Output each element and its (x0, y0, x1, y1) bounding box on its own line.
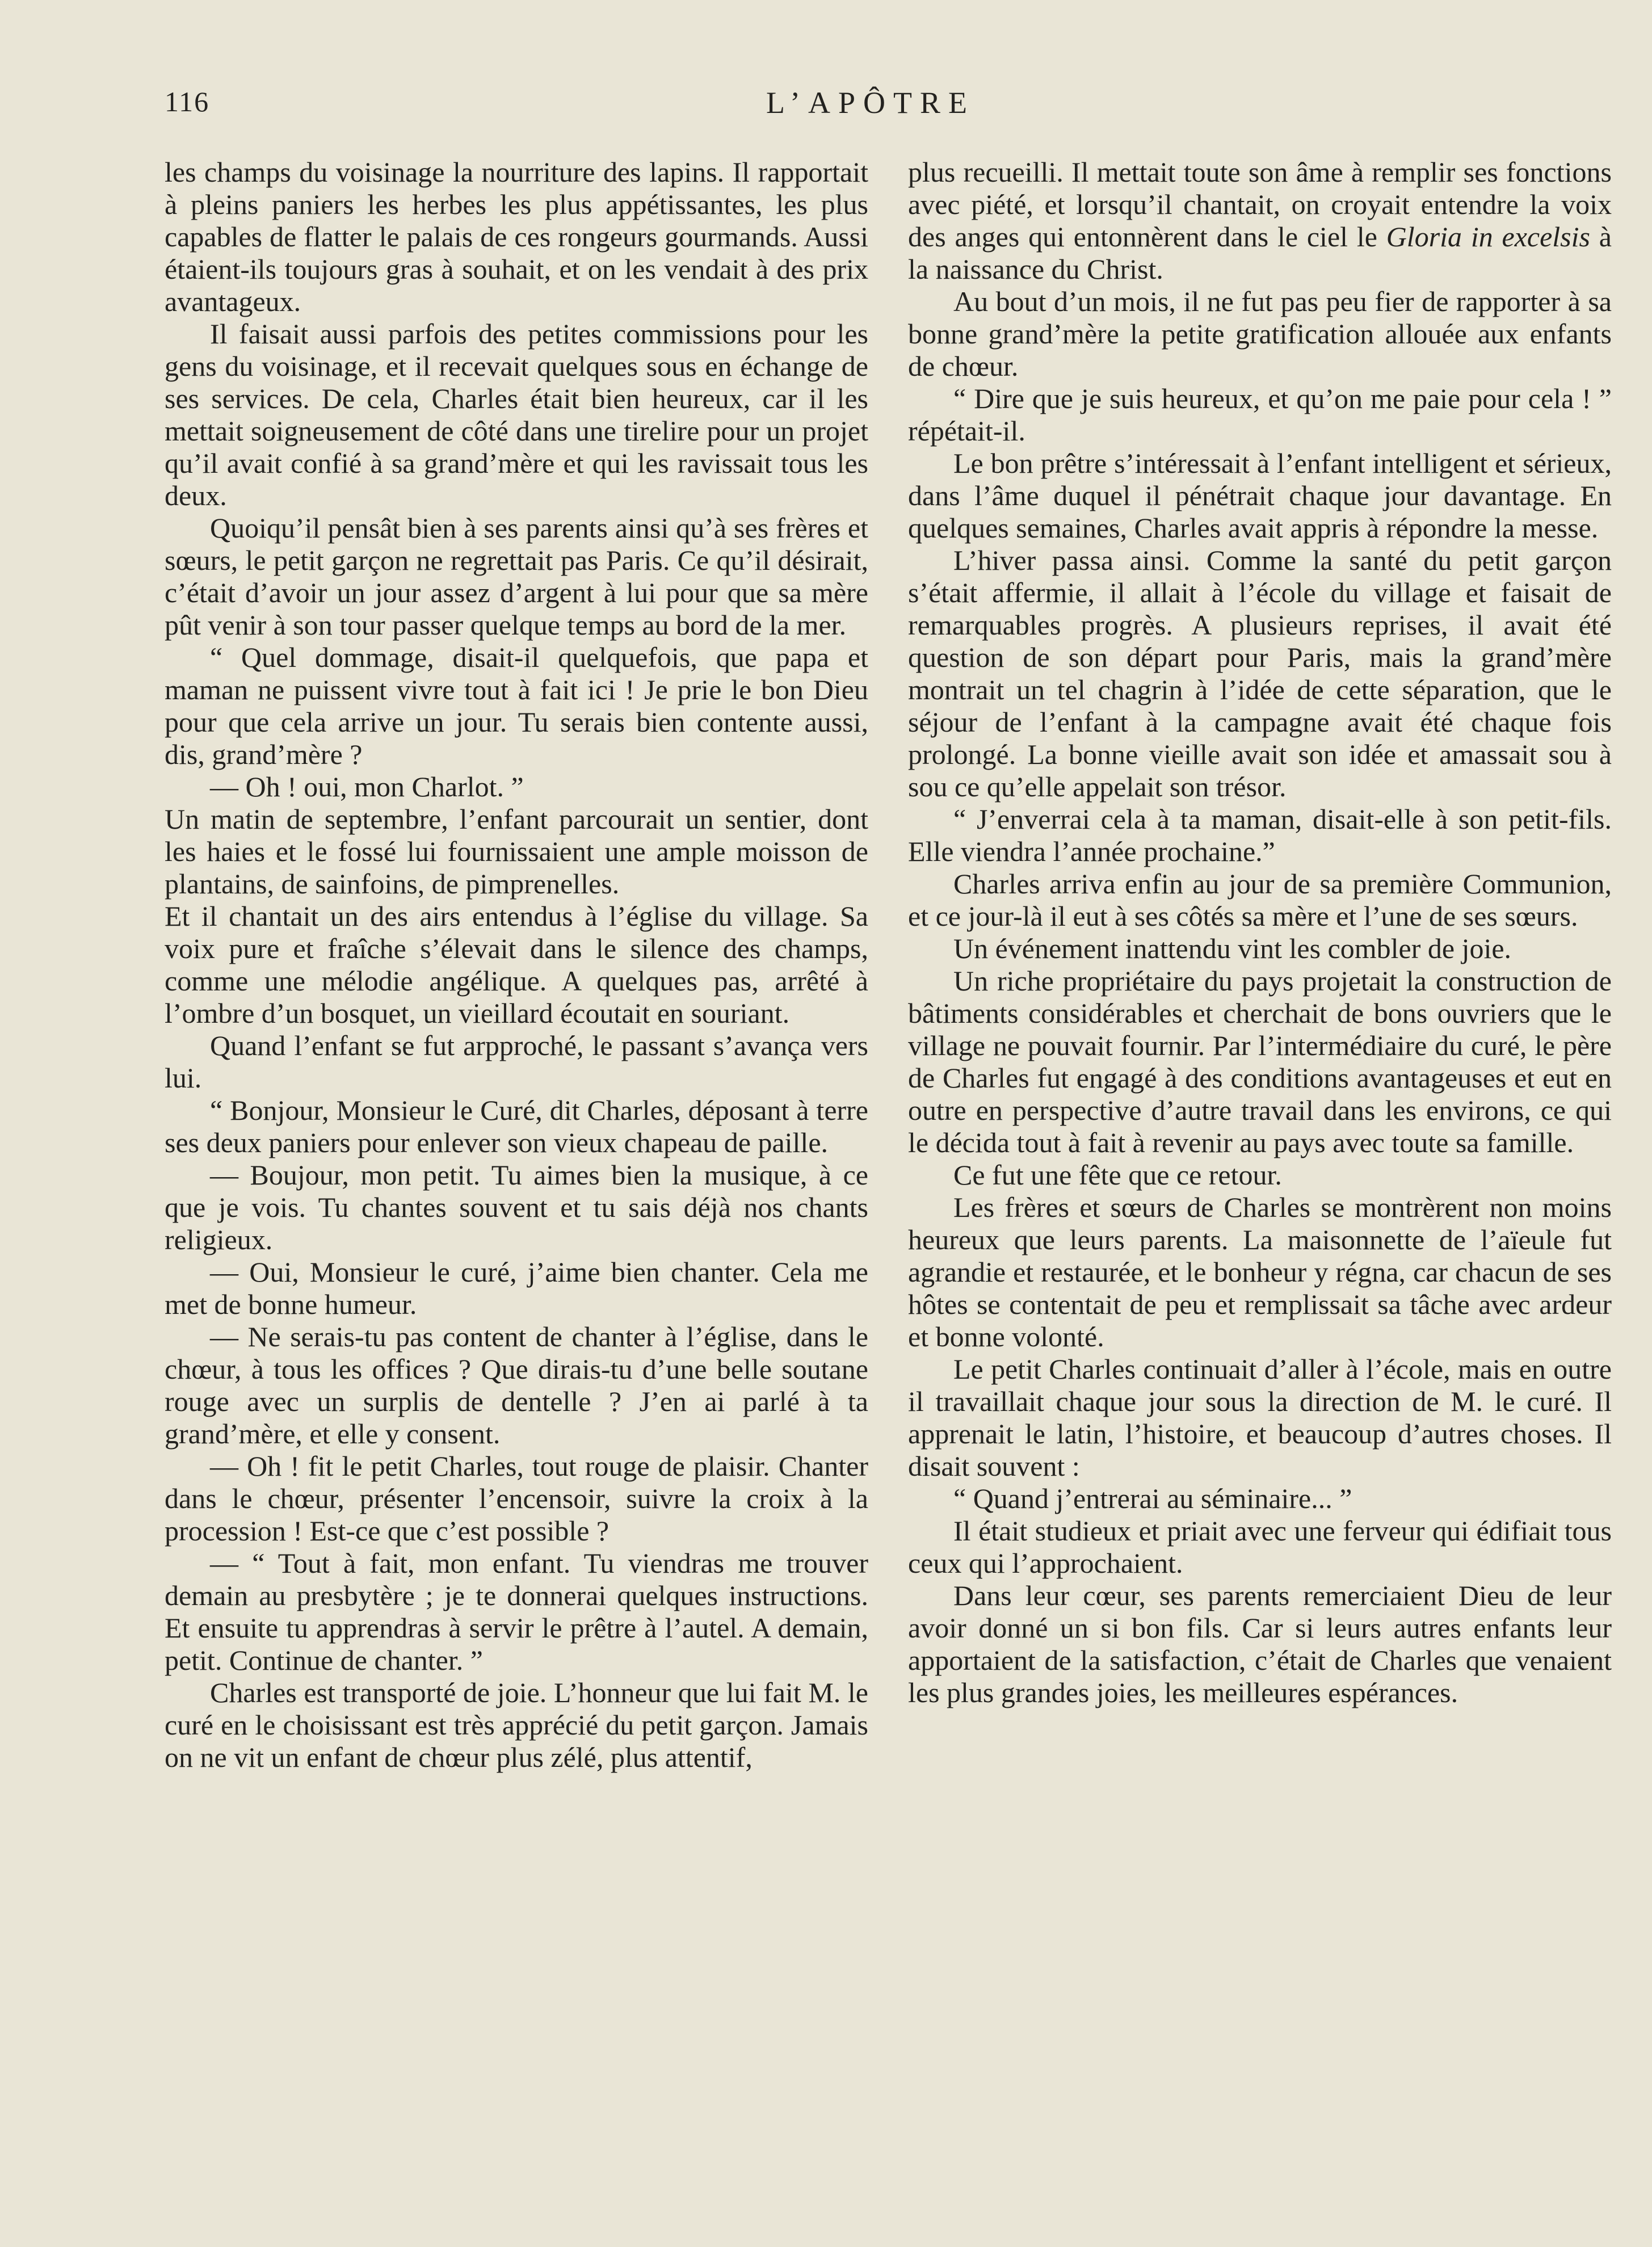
paragraph: Il faisait aussi parfois des petites commissions pour les gens du voisinage, et il recevait quelques sous en échange de ses services. De cela, Charles était bien heureux, car il les mettait soigneusement de côté dans une tirelire pour un projet qu’il avait confié à sa grand’mère et qui les ravissait tous les deux. (165, 318, 868, 511)
paragraph: — “ Tout à fait, mon enfant. Tu viendras me trouver demain au presbytère ; je te donnerai quelques instructions. Et ensuite tu apprendras à servir le prêtre à l’autel. A demain, petit. Continue de chanter. ” (165, 1547, 868, 1676)
paragraph: — Oh ! fit le petit Charles, tout rouge de plaisir. Chanter dans le chœur, présenter l’encensoir, suivre la croix à la procession ! Est-ce que c’est possible ? (165, 1450, 868, 1547)
paragraph: — Oh ! oui, mon Charlot. ” (210, 771, 524, 803)
paragraph: — Boujour, mon petit. Tu aimes bien la musique, à ce que je vois. Tu chantes souvent et tu sais déjà nos chants religieux. (165, 1159, 868, 1255)
paragraph: L’hiver passa ainsi. Comme la santé du petit garçon s’était affermie, il allait à l’école du village et faisait de remarquables progrès. A plusieurs reprises, il avait été question de son départ pour Paris, mais la grand’mère montrait un tel chagrin à l’idée de cette séparation, que le séjour de l’enfant à la campagne avait été chaque fois prolongé. La bonne vieille avait son idée et amassait sou à sou ce qu’elle appelait son trésor. (908, 544, 1612, 803)
paragraph: “ J’enverrai cela à ta maman, disait-elle à son petit-fils. Elle viendra l’année prochaine.” (908, 803, 1612, 867)
page-header (165, 85, 1617, 131)
paragraph: “ Quel dommage, disait-il quelquefois, que papa et maman ne puissent vivre tout à fait ici ! Je prie le bon Dieu pour que cela arrive un jour. Tu serais bien contente aussi, dis, grand’mère ? (165, 641, 868, 770)
paragraph: Quand l’enfant se fut arpproché, le passant s’avança vers lui. (165, 1030, 868, 1094)
latin-phrase: Gloria in excelsis (1386, 221, 1590, 253)
paragraph: “ Dire que je suis heureux, et qu’on me paie pour cela ! ” répétait-il. (908, 383, 1612, 447)
paragraph: “ Bonjour, Monsieur le Curé, dit Charles, déposant à terre ses deux paniers pour enlever son vieux chapeau de paille. (165, 1094, 868, 1158)
paragraph: Charles est transporté de joie. L’honneur que lui fait M. le curé en le choisissant est très apprécié du petit garçon. Jamais on ne vit un enfant de chœur plus zélé, plus attentif, (165, 1677, 868, 1773)
paragraph: Ce fut une fête que ce retour. (953, 1159, 1282, 1191)
paragraph (908, 156, 1612, 285)
paragraph: Un événement inattendu vint les combler de joie. (953, 933, 1512, 964)
running-title: L’APÔTRE (766, 86, 976, 120)
paragraph: Le petit Charles continuait d’aller à l’école, mais en outre il travaillait chaque jour sous la direction de M. le curé. Il apprenait le latin, l’histoire, et beaucoup d’autres choses. Il disait souvent : (908, 1353, 1612, 1482)
paragraph-text: plus recueilli. Il mettait toute son âme à remplir ses fonctions avec piété, et lorsqu’il chantait, on croyait entendre la voix des anges qui entonnèrent dans le ciel le (908, 156, 1612, 253)
paragraph: Le bon prêtre s’intéressait à l’enfant intelligent et sérieux, dans l’âme duquel il pénétrait chaque jour davantage. En quelques semaines, Charles avait appris à répondre la messe. (908, 447, 1612, 544)
left-column (165, 156, 868, 1774)
paragraph-text: à la naissance du Christ. (908, 221, 1612, 285)
paragraph: Quoiqu’il pensât bien à ses parents ainsi qu’à ses frères et sœurs, le petit garçon ne regrettait pas Paris. Ce qu’il désirait, c’était d’avoir un jour assez d’argent à lui pour que sa mère pût venir à son tour passer quelque temps au bord de la mer. (165, 512, 868, 641)
paragraph: Et il chantait un des airs entendus à l’église du village. Sa voix pure et fraîche s’élevait dans le silence des champs, comme une mélodie angélique. A quelques pas, arrêté à l’ombre d’un bosquet, un vieillard écoutait en souriant. (165, 900, 868, 1029)
paragraph: — Ne serais-tu pas content de chanter à l’église, dans le chœur, à tous les offices ? Que dirais-tu d’une belle soutane rouge avec un surplis de dentelle ? J’en ai parlé à ta grand’mère, et elle y consent. (165, 1321, 868, 1450)
paragraph: Dans leur cœur, ses parents remerciaient Dieu de leur avoir donné un si bon fils. Car si leurs autres enfants leur apportaient de la satisfaction, c’était de Charles que venaient les plus grandes joies, les meilleures espérances. (908, 1580, 1612, 1708)
paragraph: Il était studieux et priait avec une ferveur qui édifiait tous ceux qui l’approchaient. (908, 1515, 1612, 1579)
right-column (908, 156, 1612, 1709)
paragraph: Au bout d’un mois, il ne fut pas peu fier de rapporter à sa bonne grand’mère la petite gratification allouée aux enfants de chœur. (908, 285, 1612, 382)
paragraph: Les frères et sœurs de Charles se montrèrent non moins heureux que leurs parents. La maisonnette de l’aïeule fut agrandie et restaurée, et le bonheur y régna, car chacun de ses hôtes se contentait de peu et remplissait sa tâche avec ardeur et bonne volonté. (908, 1191, 1612, 1353)
paragraph: — Oui, Monsieur le curé, j’aime bien chanter. Cela me met de bonne humeur. (165, 1256, 868, 1320)
paragraph: “ Quand j’entrerai au séminaire... ” (953, 1482, 1352, 1514)
page-number: 116 (165, 86, 210, 117)
paragraph: Un riche propriétaire du pays projetait la construction de bâtiments considérables et cherchait de bons ouvriers que le village ne pouvait fournir. Par l’intermédiaire du curé, le père de Charles fut engagé à des conditions avantageuses et eut en outre en perspective d’autre travail dans les environs, ce qui le décida tout à fait à revenir au pays avec toute sa famille. (908, 965, 1612, 1158)
paragraph: les champs du voisinage la nourriture des lapins. Il rapportait à pleins paniers les herbes les plus appétissantes, les plus capables de flatter le palais de ces rongeurs gourmands. Aussi étaient-ils toujours gras à souhait, et on les vendait à des prix avantageux. (165, 156, 868, 317)
paragraph: Un matin de septembre, l’enfant parcourait un sentier, dont les haies et le fossé lui fournissaient une ample moisson de plantains, de sainfoins, de pimprenelles. (165, 803, 868, 900)
paragraph: Charles arriva enfin au jour de sa première Communion, et ce jour-là il eut à ses côtés sa mère et l’une de ses sœurs. (908, 868, 1612, 932)
